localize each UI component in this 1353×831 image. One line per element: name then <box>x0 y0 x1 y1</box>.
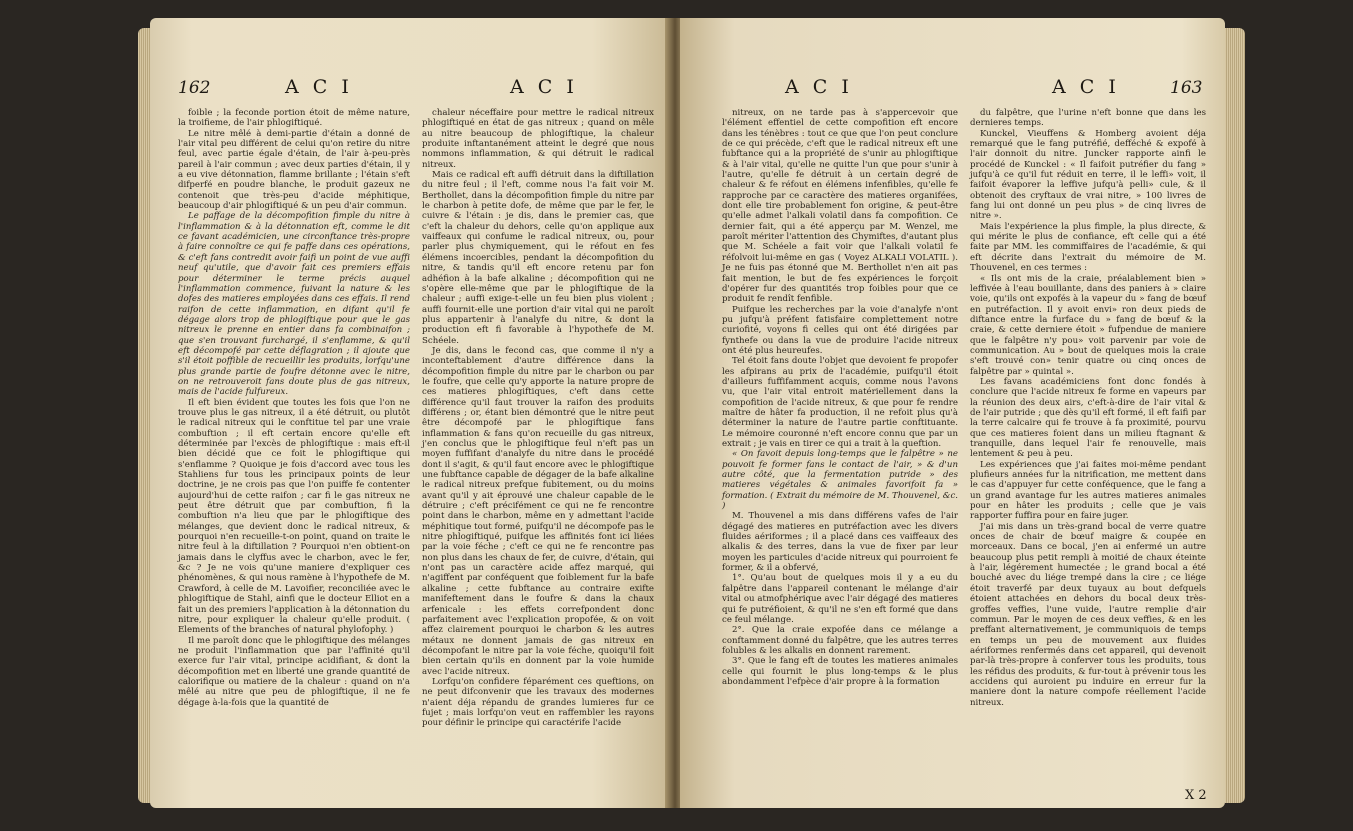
paragraph: Il me paroît donc que le phlogiftique des mélanges ne produit l'inflammation que par l'affinité qu'il exerce fur l'air vital, principe acidifiant, & dont la décompofition met en liberté une grande quantité de calorifique ou matiere de la chaleur : quand on n'a mêlé au nitre que peu de phlogiftique, il ne fe dégage à-la-fois que la quantité de <box>178 635 410 708</box>
paragraph: foible ; la feconde portion étoit de même nature, la troifieme, de l'air phlogiftiqué. <box>178 108 410 129</box>
left-column-2 <box>422 108 654 729</box>
paragraph: Le nitre mêlé à demi-partie d'étain a donné de l'air vital peu différent de celui qu'on retire du nitre feul, avec partie égale d'étain, de l'air à-peu-près pareil à l'air commun ; avec deux parties d'étain, il y a eu vive détonnation, flamme brillante ; l'étain s'eft difperfé en poudre blanche, le produit gazeux ne contenoit que très-peu d'acide méphitique, beaucoup d'air phlogiftiqué & un peu d'air commun. <box>178 128 410 212</box>
paragraph: Kunckel, Vieuffens & Homberg avoient déja remarqué que le fang putréfié, defféché & expofé à l'air donnoit du nitre. Juncker rapporte ainfi le procédé de Kunckel : « Il faifoit putréfier du fang » jufqu'à ce qu'il fut réduit en terre, il le leffi» voit, il faifoit évaporer la leffive jufqu'à pelli» cule, & il obtenoit des cryftaux de vrai nitre, » 100 livres de fang lui ont donné un peu plus » de cinq livres de nitre ». <box>970 128 1206 222</box>
paragraph: Tel étoit fans doute l'objet que devoient fe propofer les afpirans au prix de l'académie, puifqu'il étoit d'ailleurs fuffifamment acquis, comme nous l'avons vu, que l'air vital entroit matériellement dans la compofition de l'acide nitreux, & que pour fe rendre maître de hâter fa production, il ne refoit plus qu'à déterminer la nature de l'autre partie conftituante. Le mémoire couronné n'eft encore connu que par un extrait ; je vais en tirer ce qui a trait à la queftion. <box>722 356 958 449</box>
page-number-left: 162 <box>178 78 211 98</box>
running-head-left-2: A C I <box>510 76 578 98</box>
running-head-right-2: A C I <box>1052 76 1120 98</box>
paragraph: du falpêtre, que l'urine n'eft bonne que dans les dernieres temps. <box>970 108 1206 129</box>
paragraph: Le paffage de la décompofition fimple du nitre à l'inflammation & à la détonnation eft, comme le dit ce favant académicien, une circonftance très-propre à faire connoître ce qui fe paffe dans ces opérations, & c'eft fans contredit avoir faifi un point de vue auffi neuf qu'utile, que d'avoir fait ces premiers effais pour déterminer le terme précis auquel l'inflammation commence, fuivant la nature & les dofes des matieres employées dans ces effais. Il rend raifon de cette inflammation, en difant qu'il fe dégage alors trop de phlogiftique pour que le gas nitreux le prenne en entier dans fa combinaifon ; que s'en trouvant furchargé, il s'enflamme, & qu'il eft décompofé par cette déflagration ; il ajoute que s'il étoit poffible de recueillir les produits, lorfqu'une plus grande partie de foufre détonne avec le nitre, on ne retrouveroit fans doute plus de gas nitreux, mais de l'acide fulfureux. <box>178 211 410 398</box>
paragraph: Je dis, dans le fecond cas, que comme il n'y a inconteftablement d'autre différence dans la décompofition fimple du nitre par le charbon ou par le foufre, que celle qu'y apporte la nature propre de ces matieres phlogiftiques, c'eft dans cette différence qu'il faut trouver la raifon des produits différens ; or, étant bien démontré que le nitre peut être décompofé par le phlogiftique fans inflammation & fans qu'on recueille du gas nitreux, j'en conclus que le phlogiftique feul n'eft pas un moyen fuffifant d'analyfe du nitre dans le procédé dont il s'agit, & qu'il faut encore avec le phlogiftique une fubftance capable de dégager de la bafe alkaline le radical nitreux prefque fubitement, ou du moins avant qu'il y ait éprouvé une chaleur capable de le détruire ; c'eft précifément ce qui ne fe rencontre point dans le charbon, même en y admettant l'acide méphitique tout formé, puifqu'il ne décompofe pas le nitre phlogiftiqué, puifque les affinités font ici liées par la voie féche ; c'eft ce qui ne fe rencontre pas non plus dans les chaux de fer, de cuivre, d'étain, qui n'ont pas un caractère acide affez marqué, qui n'agiffent par conféquent que foiblement fur la bafe alkaline ; cette fubftance au contraire exifte manifeftement dans le foufre & dans la chaux arfenicale : les effets correfpondent donc parfaitement avec l'explication propofée, & on voit affez clairement pourquoi le charbon & les autres métaux ne donnent jamais de gas nitreux en décompofant le nitre par la voie féche, quoiqu'il foit bien certain qu'ils en donnent par la voie humide avec l'acide nitreux. <box>422 345 654 677</box>
paragraph: M. Thouvenel a mis dans différens vafes de l'air dégagé des matieres en putréfaction avec les divers fluides aériformes ; il a placé dans ces vaiffeaux des alkalis & des terres, dans la vue de fixer par leur moyen les particules d'acide nitreux qui pourroient fe former, & il a obfervé, <box>722 511 958 574</box>
paragraph: 3°. Que le fang eft de toutes les matieres animales celle qui fournit le plus long-temps & le plus abondamment l'efpèce d'air propre à la formation <box>722 656 958 687</box>
right-column-2 <box>970 108 1206 708</box>
running-head-left-1: A C I <box>285 76 353 98</box>
paragraph: Puifque les recherches par la voie d'analyfe n'ont pu jufqu'à préfent fatisfaire complettement notre curiofité, voyons fi celles qui ont été dirigées par fynthefe ou dans la vue de produire l'acide nitreux ont été plus heureufes. <box>722 304 958 356</box>
paragraph: Les expériences que j'ai faites moi-même pendant plufieurs années fur la nitrification, me mettent dans le cas d'appuyer fur cette conféquence, que le fang a un grand avantage fur les autres matieres animales pour en hâter les produits ; celle que je vais rapporter fuffira pour en faire juger. <box>970 459 1206 522</box>
paragraph: « On favoit depuis long-temps que le falpêtre » ne pouvoit fe former fans le contact de l'air, » & d'un autre côté, que la fermentation putride » des matieres végétales & animales favorifoit fa » formation. ( Extrait du mémoire de M. Thouvenel, &c. ) <box>722 449 958 512</box>
page-number-right: 163 <box>1170 78 1203 98</box>
paragraph: Il eft bien évident que toutes les fois que l'on ne trouve plus le gas nitreux, il a été détruit, ou plutôt le radical nitreux qui le conftitue tel par une vraie combuftion ; il eft certain encore qu'elle eft déterminée par l'excès de phlogiftique : mais eft-il bien décidé que ce foit le phlogiftique qui s'enflamme ? Quoique je fois d'accord avec tous les Stahliens fur tous les principaux points de leur doctrine, je ne crois pas que l'on puiffe fe contenter aujourd'hui de cette raifon ; car fi le gas nitreux ne peut être détruit que par combuftion, fi la combuftion n'a lieu que par le phlogiftique des mélanges, que devient donc le radical nitreux, & pourquoi n'en recueille-t-on point, quand on traite le nitre feul à la diftillation ? Pourquoi n'en obtient-on jamais dans le clyffus avec le charbon, avec le fer, &c ? Je ne vois qu'une maniere d'expliquer ces phénomènes, & qui nous ramène à l'hypothefe de M. Crawford, à celle de M. Lavoifier, reconciliée avec le phlogiftique de Stahl, ainfi que le docteur Elliot en a fait un des premiers l'application à la détonnation du nitre, pour expliquer la chaleur qu'elle produit. ( Elements of the branches of natural phylofophy. ) <box>178 397 410 636</box>
paragraph: 1°. Qu'au bout de quelques mois il y a eu du falpêtre dans l'appareil contenant le mélange d'air vital ou atmofphérique avec l'air dégagé des matieres qui fe putréfioient, & qu'il ne s'en eft formé que dans ce feul mélange. <box>722 573 958 625</box>
paragraph: Les favans académiciens font donc fondés à conclure que l'acide nitreux fe forme en vapeurs par la réunion des deux airs, c'eft-à-dire de l'air vital & de l'air putride ; que dès qu'il eft formé, il eft faifi par la terre calcaire qui fe trouve à fa proximité, pourvu que ces matieres foient dans un milieu ftagnant & tranquille, dans lequel l'air fe renouvelle, mais lentement & peu à peu. <box>970 376 1206 460</box>
paragraph: 2°. Que la craie expofée dans ce mélange a conftamment donné du falpêtre, que les autres terres folubles & les alkalis en donnent rarement. <box>722 625 958 656</box>
paragraph: chaleur néceffaire pour mettre le radical nitreux phlogiftiqué en état de gas nitreux ; quand on mêle au nitre beaucoup de phlogiftique, la chaleur produite inftantanément atteint le degré que nous nommons inflammation, & qui détruit le radical nitreux. <box>422 108 654 170</box>
signature-mark: X 2 <box>1185 788 1207 803</box>
left-column-1 <box>178 108 410 708</box>
paragraph: Mais ce radical eft auffi détruit dans la diftillation du nitre feul ; il l'eft, comme nous l'a fait voir M. Berthollet, dans la décompofition fimple du nitre par le charbon à petite dofe, de même que par le fer, le cuivre & l'étain : je dis, dans le premier cas, que c'eft la chaleur du dehors, celle qu'on applique aux vaiffeaux qui confume le radical nitreux, ou, pour parler plus chymiquement, qui le réfout en fes élémens incoercibles, pendant la décompofition du nitre, & tandis qu'il eft encore retenu par fon adhéfion à la bafe alkaline ; décompofition qui ne s'opère elle-même que par le phlogiftique de la chaleur ; auffi exige-t-elle un feu bien plus violent ; auffi fournit-elle une portion d'air vital qui ne paroît plus appartenir à l'analyfe du nitre, & dont la production eft fi favorable à l'hypothefe de M. Schéele. <box>422 170 654 346</box>
right-page <box>680 18 1225 808</box>
running-head-right-1: A C I <box>785 76 853 98</box>
paragraph: « Ils ont mis de la craie, préalablement bien » leffivée à l'eau bouillante, dans des paniers à » claire voie, qu'ils ont expofés à la vapeur du » fang de bœuf en putréfaction. Il y avoit envi» ron deux pieds de diftance entre la furface du » fang de bœuf & la craie, & cette derniere étoit » fufpendue de maniere que le falpêtre n'y pou» voit parvenir par voie de communication. Au » bout de quelques mois la craie s'eft trouvé con» tenir quatre ou cinq onces de falpêtre par » quintal ». <box>970 273 1206 377</box>
page-edges-right <box>1225 28 1245 803</box>
left-page <box>150 18 670 808</box>
paragraph: nitreux, on ne tarde pas à s'appercevoir que l'élément effentiel de cette compofition eft encore dans les ténèbres : tout ce que que l'on peut conclure de ce qui précède, c'eft que le radical nitreux eft une fubftance qui a la propriété de s'unir au phlogiftique & à l'air vital, qu'elle ne quitte l'un que pour s'unir à l'autre, qu'elle fe détruit à un certain degré de chaleur & fe réfout en élémens infenfibles, qu'elle fe rapproche par ce caractère des matieres organifées, dont elle tire probablement fon origine, & peut-être qu'elle admet l'alkali volatil dans fa compofition. Ce dernier fait, qui a été apperçu par M. Wenzel, me paroît mériter l'attention des Chymiftes, d'autant plus que M. Schéele a fait voir que l'alkali volatil fe réfolvoit lui-même en gas ( Voyez ALKALI VOLATIL ). Je ne fuis pas étonné que M. Berthollet n'en ait pas fait mention, le but de fes expériences le forçoit d'opérer fur des quantités trop foibles pour que ce produit fe rendît fenfible. <box>722 108 958 305</box>
open-book <box>150 18 1230 818</box>
paragraph: Mais l'expérience la plus fimple, la plus directe, & qui mérite le plus de confiance, eft celle qui a été faite par MM. les commiffaires de l'académie, & qui eft décrite dans l'extrait du mémoire de M. Thouvenel, en ces termes : <box>970 221 1206 274</box>
right-column-1 <box>722 108 958 687</box>
paragraph: J'ai mis dans un très-grand bocal de verre quatre onces de chair de bœuf maigre & coupée en morceaux. Dans ce bocal, j'en ai enfermé un autre beaucoup plus petit rempli à moitié de chaux éteinte à l'air, légérement humectée ; le grand bocal a été bouché avec du liége trempé dans la cire ; ce liége étoit traverfé par deux tuyaux au bout defquels étoient attachées en dehors du bocal deux très-groffes veffies, l'une vuide, l'autre remplie d'air commun. Par le moyen de ces deux veffies, & en les preffant alternativement, je communiquois de temps en temps un peu de mouvement aux fluides aériformes renfermés dans cet appareil, qui devenoit par-là très-propre à conferver tous les produits, tous les réfidus des produits, & fur-tout à prévenir tous les accidens qui auroient pu induire en erreur fur la maniere dont la nature compofe réellement l'acide nitreux. <box>970 521 1206 708</box>
paragraph: Lorfqu'on confidere féparément ces queftions, on ne peut difconvenir que les travaux des modernes n'aient déja répandu de grandes lumieres fur ce fujet ; mais lorfqu'on veut en raffembler les rayons pour définir le principe qui caractérife l'acide <box>422 676 654 729</box>
